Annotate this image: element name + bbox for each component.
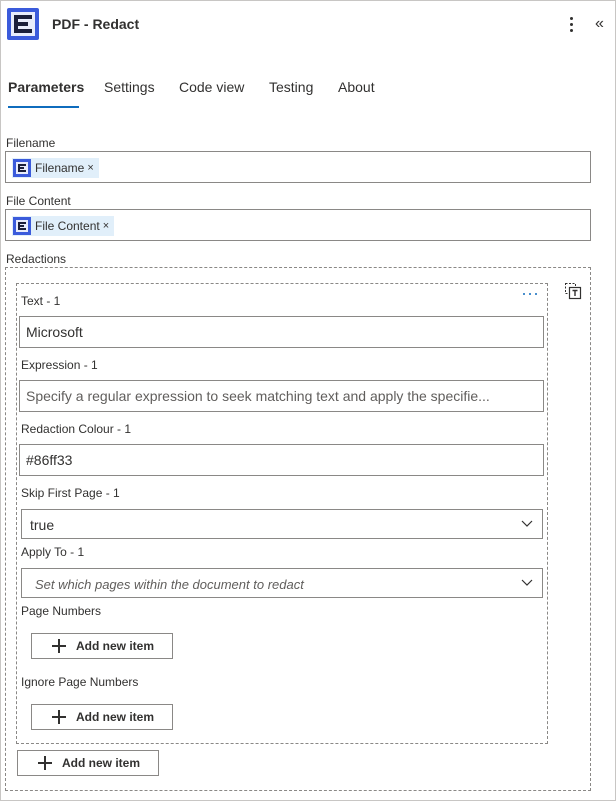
filename-token-label: Filename [35,161,85,175]
redactions-label: Redactions [6,252,67,266]
plus-icon [52,639,66,653]
add-new-item-label: Add new item [76,639,155,653]
add-new-item-label: Add new item [62,756,141,770]
filename-label: Filename [6,136,56,150]
ignore-page-numbers-label: Ignore Page Numbers [21,675,139,689]
filename-field[interactable] [5,151,591,183]
expression-label: Expression - 1 [21,358,98,372]
double-chevron-left-icon[interactable]: « [595,15,604,32]
apply-to-placeholder: Set which pages within the document to redact [35,577,304,592]
add-ignore-page-number-button[interactable] [31,704,173,730]
file-content-label: File Content [6,194,71,208]
document-logo-icon [13,159,31,177]
apply-to-label: Apply To - 1 [21,545,85,559]
skip-first-page-label: Skip First Page - 1 [21,486,120,500]
text-label: Text - 1 [21,294,61,308]
file-content-token[interactable] [12,216,114,236]
tab-parameters[interactable]: Parameters [8,79,85,95]
expression-input[interactable] [19,380,544,412]
add-page-number-button[interactable] [31,633,173,659]
file-content-token-label: File Content [35,219,100,233]
more-horizontal-icon[interactable] [520,290,540,298]
apply-to-dropdown[interactable] [21,568,543,598]
remove-token-icon[interactable]: × [87,162,94,174]
panel-header [0,0,616,50]
chevron-down-icon [520,575,534,589]
remove-token-icon[interactable]: × [102,220,110,232]
document-logo-icon [7,8,39,40]
redaction-colour-label: Redaction Colour - 1 [21,422,132,436]
tab-about[interactable]: About [338,79,375,95]
tab-bar [0,74,616,110]
add-redaction-button[interactable] [17,750,159,776]
file-content-field[interactable] [5,209,591,241]
tab-settings[interactable]: Settings [104,79,155,95]
active-tab-indicator [8,106,79,108]
tab-testing[interactable]: Testing [269,79,314,95]
filename-token[interactable] [12,158,99,178]
add-new-item-label: Add new item [76,710,155,724]
document-logo-icon [13,217,31,235]
redaction-colour-input[interactable] [19,444,544,476]
text-input[interactable] [19,316,544,348]
more-vertical-icon[interactable] [564,14,580,34]
chevron-down-icon [520,516,534,530]
page-numbers-label: Page Numbers [21,604,102,618]
switch-to-text-mode-icon[interactable] [564,282,582,300]
skip-first-page-dropdown[interactable] [21,509,543,539]
skip-first-page-value: true [30,517,55,533]
tab-code-view[interactable]: Code view [179,79,245,95]
plus-icon [52,710,66,724]
panel-title: PDF - Redact [52,16,140,32]
plus-icon [38,756,52,770]
